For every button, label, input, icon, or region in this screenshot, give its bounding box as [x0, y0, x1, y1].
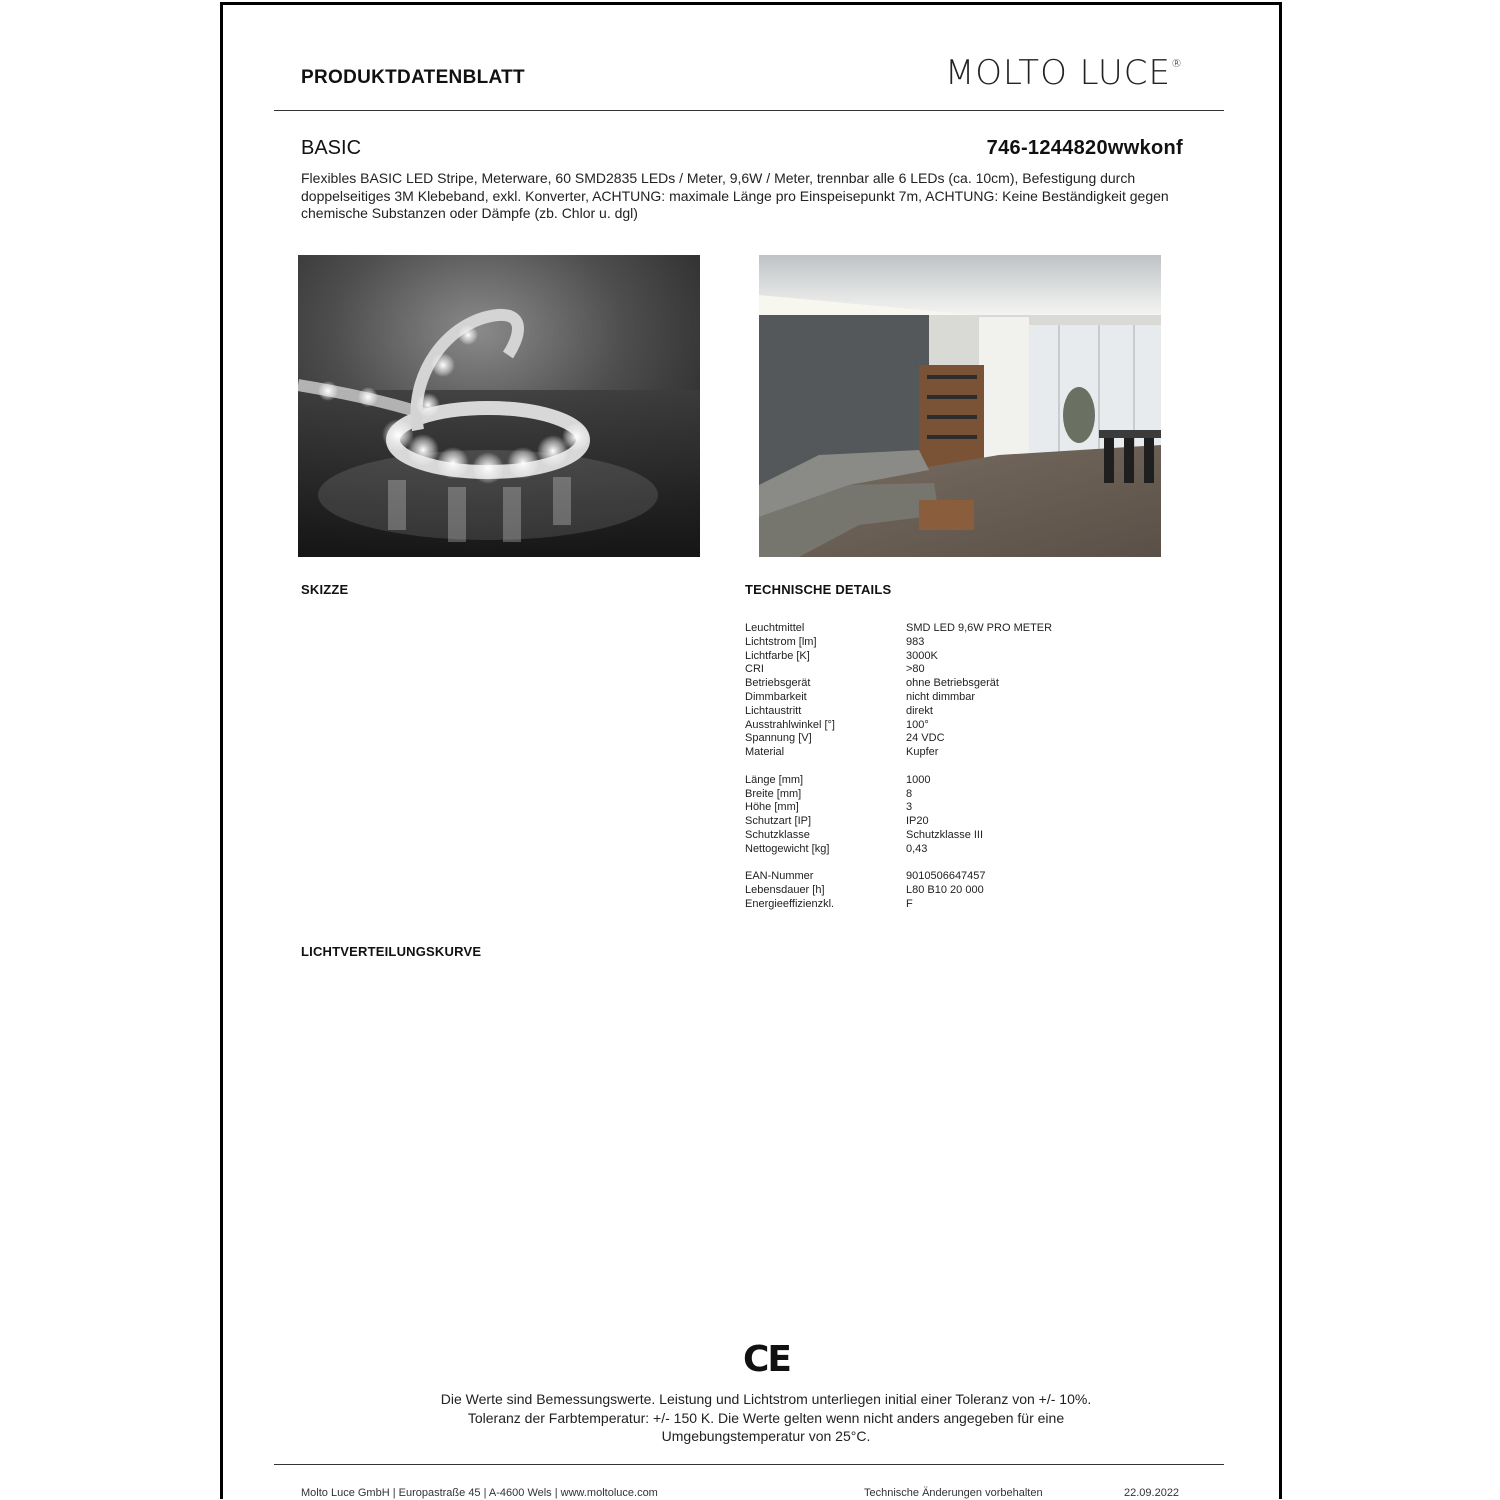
spec-value: 3 [906, 801, 913, 814]
spec-label: Schutzart [IP] [745, 815, 812, 828]
spec-label: Spannung [V] [745, 732, 812, 745]
spec-label: Lichtfarbe [K] [745, 649, 810, 662]
spec-value: nicht dimmbar [906, 690, 976, 703]
disclaimer-line: Die Werte sind Bemessungswerte. Leistung und Lichtstrom unterliegen initial einer Toleranz von +/- 10%. [440, 1391, 1092, 1407]
spec-value: Schutzklasse III [906, 828, 984, 841]
spec-value: 100° [906, 718, 929, 731]
datasheet-page [220, 2, 1282, 1499]
ce-mark: CE [743, 1339, 791, 1380]
registered-mark: ® [1171, 57, 1183, 70]
spec-row [745, 691, 1185, 705]
disclaimer-line: Toleranz der Farbtemperatur: +/- 150 K. Die Werte gelten wenn nicht anders angegeben für eine [467, 1409, 1065, 1426]
spec-row [745, 732, 1185, 746]
spec-value: 983 [906, 635, 925, 648]
spec-row [745, 636, 1185, 650]
spec-row [745, 870, 1185, 884]
spec-row [745, 650, 1185, 664]
spec-value: Kupfer [906, 746, 939, 759]
spec-value: SMD LED 9,6W PRO METER [906, 622, 1053, 634]
spec-label: Ausstrahlwinkel [°] [745, 718, 835, 731]
spec-label: Leuchtmittel [745, 622, 805, 634]
spec-row [745, 719, 1185, 733]
spec-label: Lichtaustritt [745, 704, 802, 717]
spec-label: EAN-Nummer [745, 870, 814, 883]
spec-label: Energieeffizienzkl. [745, 897, 835, 910]
document-date: 22.09.2022 [1124, 1487, 1180, 1499]
spec-row [745, 677, 1185, 691]
spec-value: 8 [906, 787, 913, 800]
logo-wordmark: MOLTO LUCE [944, 53, 1171, 93]
spec-row [745, 705, 1185, 719]
document-title: PRODUKTDATENBLATT [301, 67, 525, 88]
spec-group-identification [745, 870, 1185, 911]
spec-label: Dimmbarkeit [745, 690, 807, 703]
article-number: 746-1244820wwkonf [986, 137, 1183, 159]
spec-row [745, 829, 1185, 843]
changes-notice: Technische Änderungen vorbehalten [864, 1487, 1043, 1499]
spec-row [745, 663, 1185, 677]
spec-value: 0,43 [906, 842, 928, 855]
company-address: Molto Luce GmbH | Europastraße 45 | A-4600 Wels | www.moltoluce.com [301, 1487, 658, 1499]
spec-row [745, 788, 1185, 802]
spec-row [745, 801, 1185, 815]
spec-row [745, 843, 1185, 857]
spec-value: F [906, 897, 913, 910]
spec-value: IP20 [906, 815, 929, 828]
spec-label: Lebensdauer [h] [745, 884, 825, 897]
spec-group-lighting [745, 622, 1185, 760]
brand-logo [945, 53, 1183, 93]
spec-label: Betriebsgerät [745, 677, 811, 690]
spec-value: 9010506647457 [906, 870, 986, 883]
header-divider [274, 110, 1224, 111]
spec-group-dimensions [745, 774, 1185, 857]
spec-label: CRI [745, 663, 764, 676]
spec-label: Lichtstrom [lm] [745, 635, 817, 648]
technical-details-table [745, 622, 1185, 926]
disclaimer-line: Umgebungstemperatur von 25°C. [661, 1428, 871, 1444]
led-strip-photo [298, 255, 700, 557]
spec-label: Höhe [mm] [745, 801, 799, 814]
light-distribution-heading: LICHTVERTEILUNGSKURVE [301, 944, 482, 959]
product-name: BASIC [301, 137, 362, 159]
spec-label: Material [745, 746, 785, 759]
footer-divider [274, 1464, 1224, 1465]
spec-value: direkt [906, 704, 933, 717]
spec-label: Länge [mm] [745, 773, 804, 786]
spec-row [745, 884, 1185, 898]
spec-label: Schutzklasse [745, 828, 810, 841]
spec-row [745, 898, 1185, 912]
technical-details-heading: TECHNISCHE DETAILS [745, 582, 892, 597]
spec-value: >80 [906, 663, 925, 676]
spec-row [745, 746, 1185, 760]
spec-value: L80 B10 20 000 [906, 884, 984, 897]
spec-row [745, 774, 1185, 788]
spec-label: Breite [mm] [745, 787, 802, 800]
room-ambience-photo [759, 255, 1161, 557]
spec-row [745, 622, 1185, 636]
spec-value: 1000 [906, 773, 931, 786]
spec-label: Nettogewicht [kg] [745, 842, 830, 855]
spec-value: 3000K [906, 649, 938, 662]
spec-row [745, 815, 1185, 829]
spec-value: ohne Betriebsgerät [906, 677, 999, 690]
tolerance-disclaimer [301, 1390, 1231, 1446]
product-description: Flexibles BASIC LED Stripe, Meterware, 60 SMD2835 LEDs / Meter, 9,6W / Meter, trennbar alle 6 LEDs (ca. 10cm), Befestigung durch doppelseitiges 3M Klebeband, exkl. Konverter, ACHTUNG: maximale Länge pro Einspeisepunkt 7m, ACHTUNG: Keine Beständigkeit gegen chemische Substanzen oder Dämpfe (zb. Chlor u. dgl) [301, 170, 1169, 221]
sketch-heading: SKIZZE [301, 582, 349, 597]
spec-value: 24 VDC [906, 732, 945, 745]
